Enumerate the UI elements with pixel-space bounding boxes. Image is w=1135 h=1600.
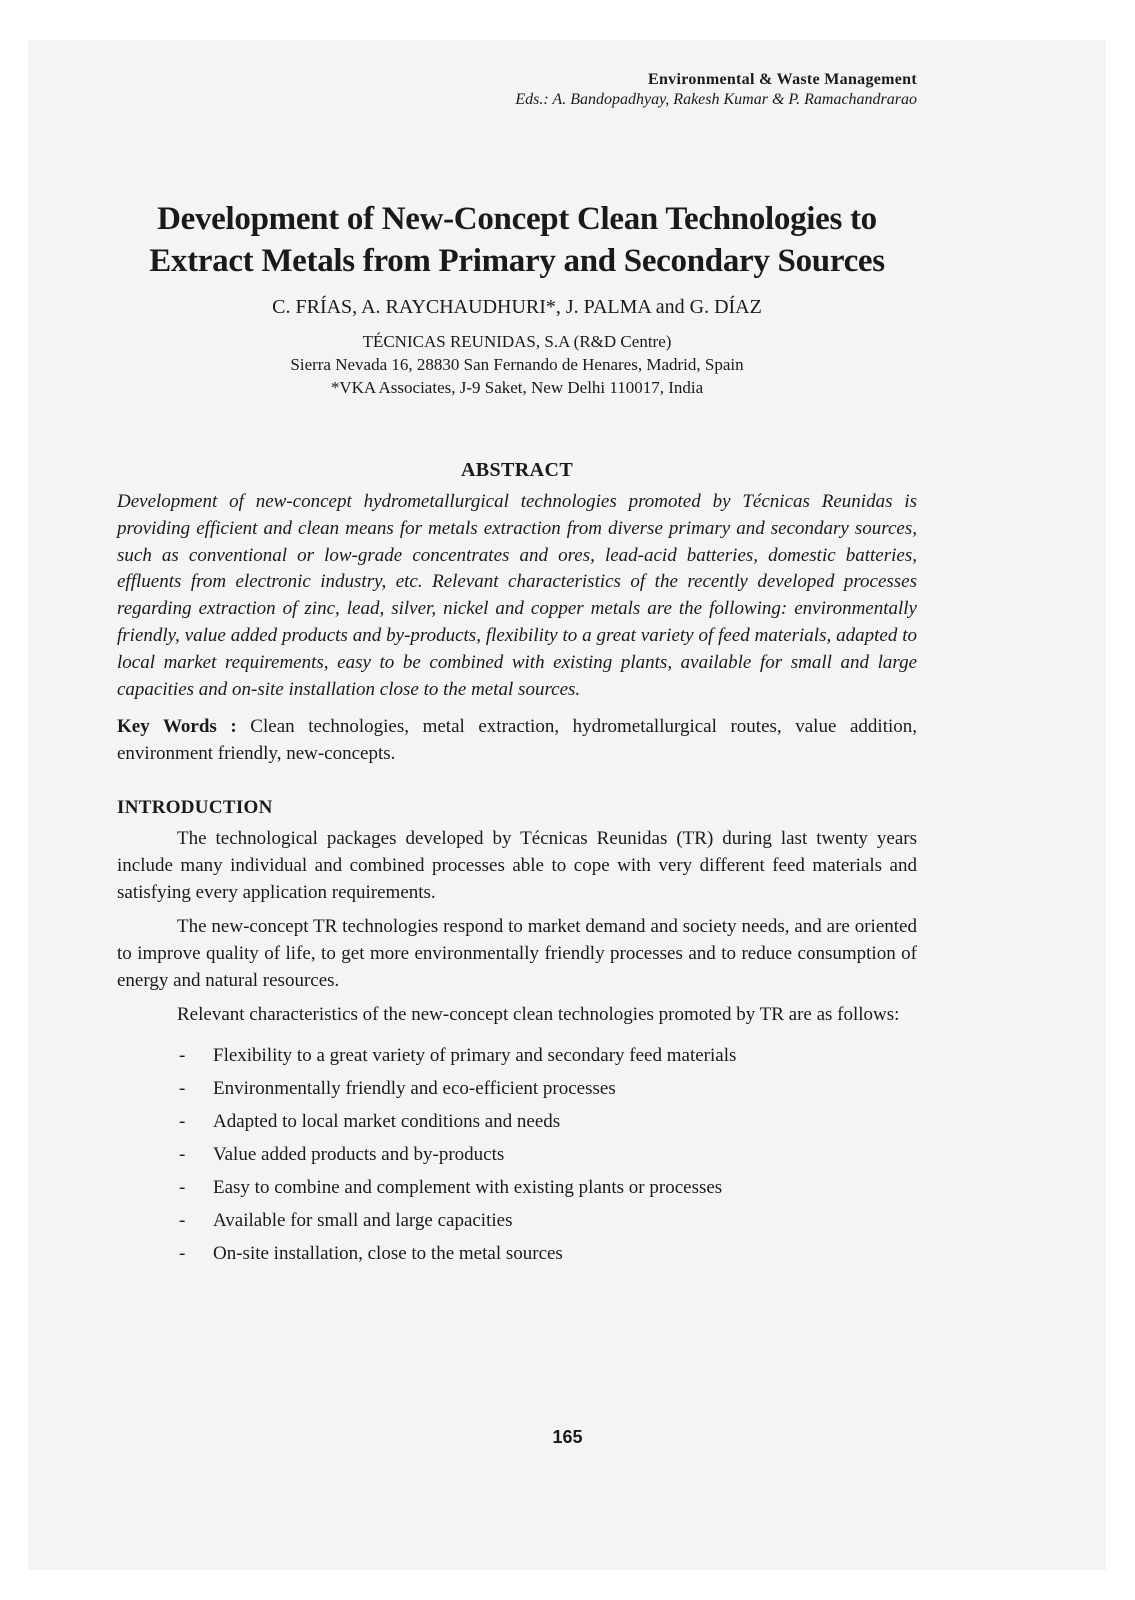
paper-content [117,70,917,1273]
list-item-text: Flexibility to a great variety of primary and secondary feed materials [213,1045,737,1067]
list-dash: - [179,1111,186,1133]
page-number: 165 [552,1427,583,1447]
keywords [117,713,917,767]
abstract-text: Development of new-concept hydrometallurgical technologies promoted by Técnicas Reunidas is providing efficient and clean means for metals extraction from diverse primary and secondary sources, such as conventional or low-grade concentrates and ores, lead-acid batteries, domestic batteries, effluents from electronic industry, etc. Relevant characteristics of the recently developed processes regarding extraction of zinc, lead, silver, nickel and copper metals are the following: environmentally friendly, value added products and by-products, flexibility to a great variety of feed materials, adapted to local market requirements, easy to be combined with existing plants, available for small and large capacities and on-site installation close to the metal sources. [117,491,917,700]
list-item-text: On-site installation, close to the metal sources [213,1243,563,1265]
characteristics-list [117,1042,917,1267]
list-item [179,1042,917,1069]
list-item-text: Environmentally friendly and eco-efficient processes [213,1078,616,1100]
affiliation-1: TÉCNICAS REUNIDAS, S.A (R&D Centre) [362,332,672,351]
editors-line: Eds.: A. Bandopadhyay, Rakesh Kumar & P. Ramachandrarao [515,91,917,108]
intro-paragraph-3: Relevant characteristics of the new-concept clean technologies promoted by TR are as follows: [177,1004,900,1026]
list-item [179,1141,917,1168]
affiliation-3: *VKA Associates, J-9 Saket, New Delhi 110017, India [330,378,704,397]
running-header [117,70,917,110]
list-item-text: Adapted to local market conditions and needs [213,1111,561,1133]
list-item [179,1075,917,1102]
paper-title-line-2: Extract Metals from Primary and Secondary Sources [149,243,885,279]
list-dash: - [179,1177,186,1199]
list-item [179,1207,917,1234]
paper-title-line-1: Development of New-Concept Clean Technologies to [157,201,877,237]
intro-paragraph-2: The new-concept TR technologies respond to market demand and society needs, and are oriented to improve quality of life, to get more environmentally friendly processes and to reduce consumption of energy and natural resources. [117,916,917,992]
list-dash: - [179,1210,186,1232]
list-dash: - [179,1144,186,1166]
keywords-label: Key Words : [117,716,237,738]
list-item [179,1108,917,1135]
list-dash: - [179,1045,186,1067]
list-item-text: Available for small and large capacities [213,1210,513,1232]
keywords-text: Clean technologies, metal extraction, hydrometallurgical routes, value addition, environment friendly, new-concepts. [117,716,917,765]
abstract-heading: ABSTRACT [460,459,574,481]
author-list: C. FRÍAS, A. RAYCHAUDHURI*, J. PALMA and G. DÍAZ [272,296,762,318]
list-item [179,1240,917,1267]
paper-title [117,198,917,282]
list-item-text: Easy to combine and complement with existing plants or processes [213,1177,723,1199]
intro-paragraph-1: The technological packages developed by Técnicas Reunidas (TR) during last twenty years include many individual and combined processes able to cope with very different feed materials and satisfying every application requirements. [117,828,917,904]
affiliation-2: Sierra Nevada 16, 28830 San Fernando de Henares, Madrid, Spain [290,355,744,374]
introduction-heading: INTRODUCTION [117,797,273,819]
list-item-text: Value added products and by-products [213,1144,505,1166]
list-dash: - [179,1243,186,1265]
list-item [179,1174,917,1201]
journal-title: Environmental & Waste Management [648,71,917,88]
list-dash: - [179,1078,186,1100]
